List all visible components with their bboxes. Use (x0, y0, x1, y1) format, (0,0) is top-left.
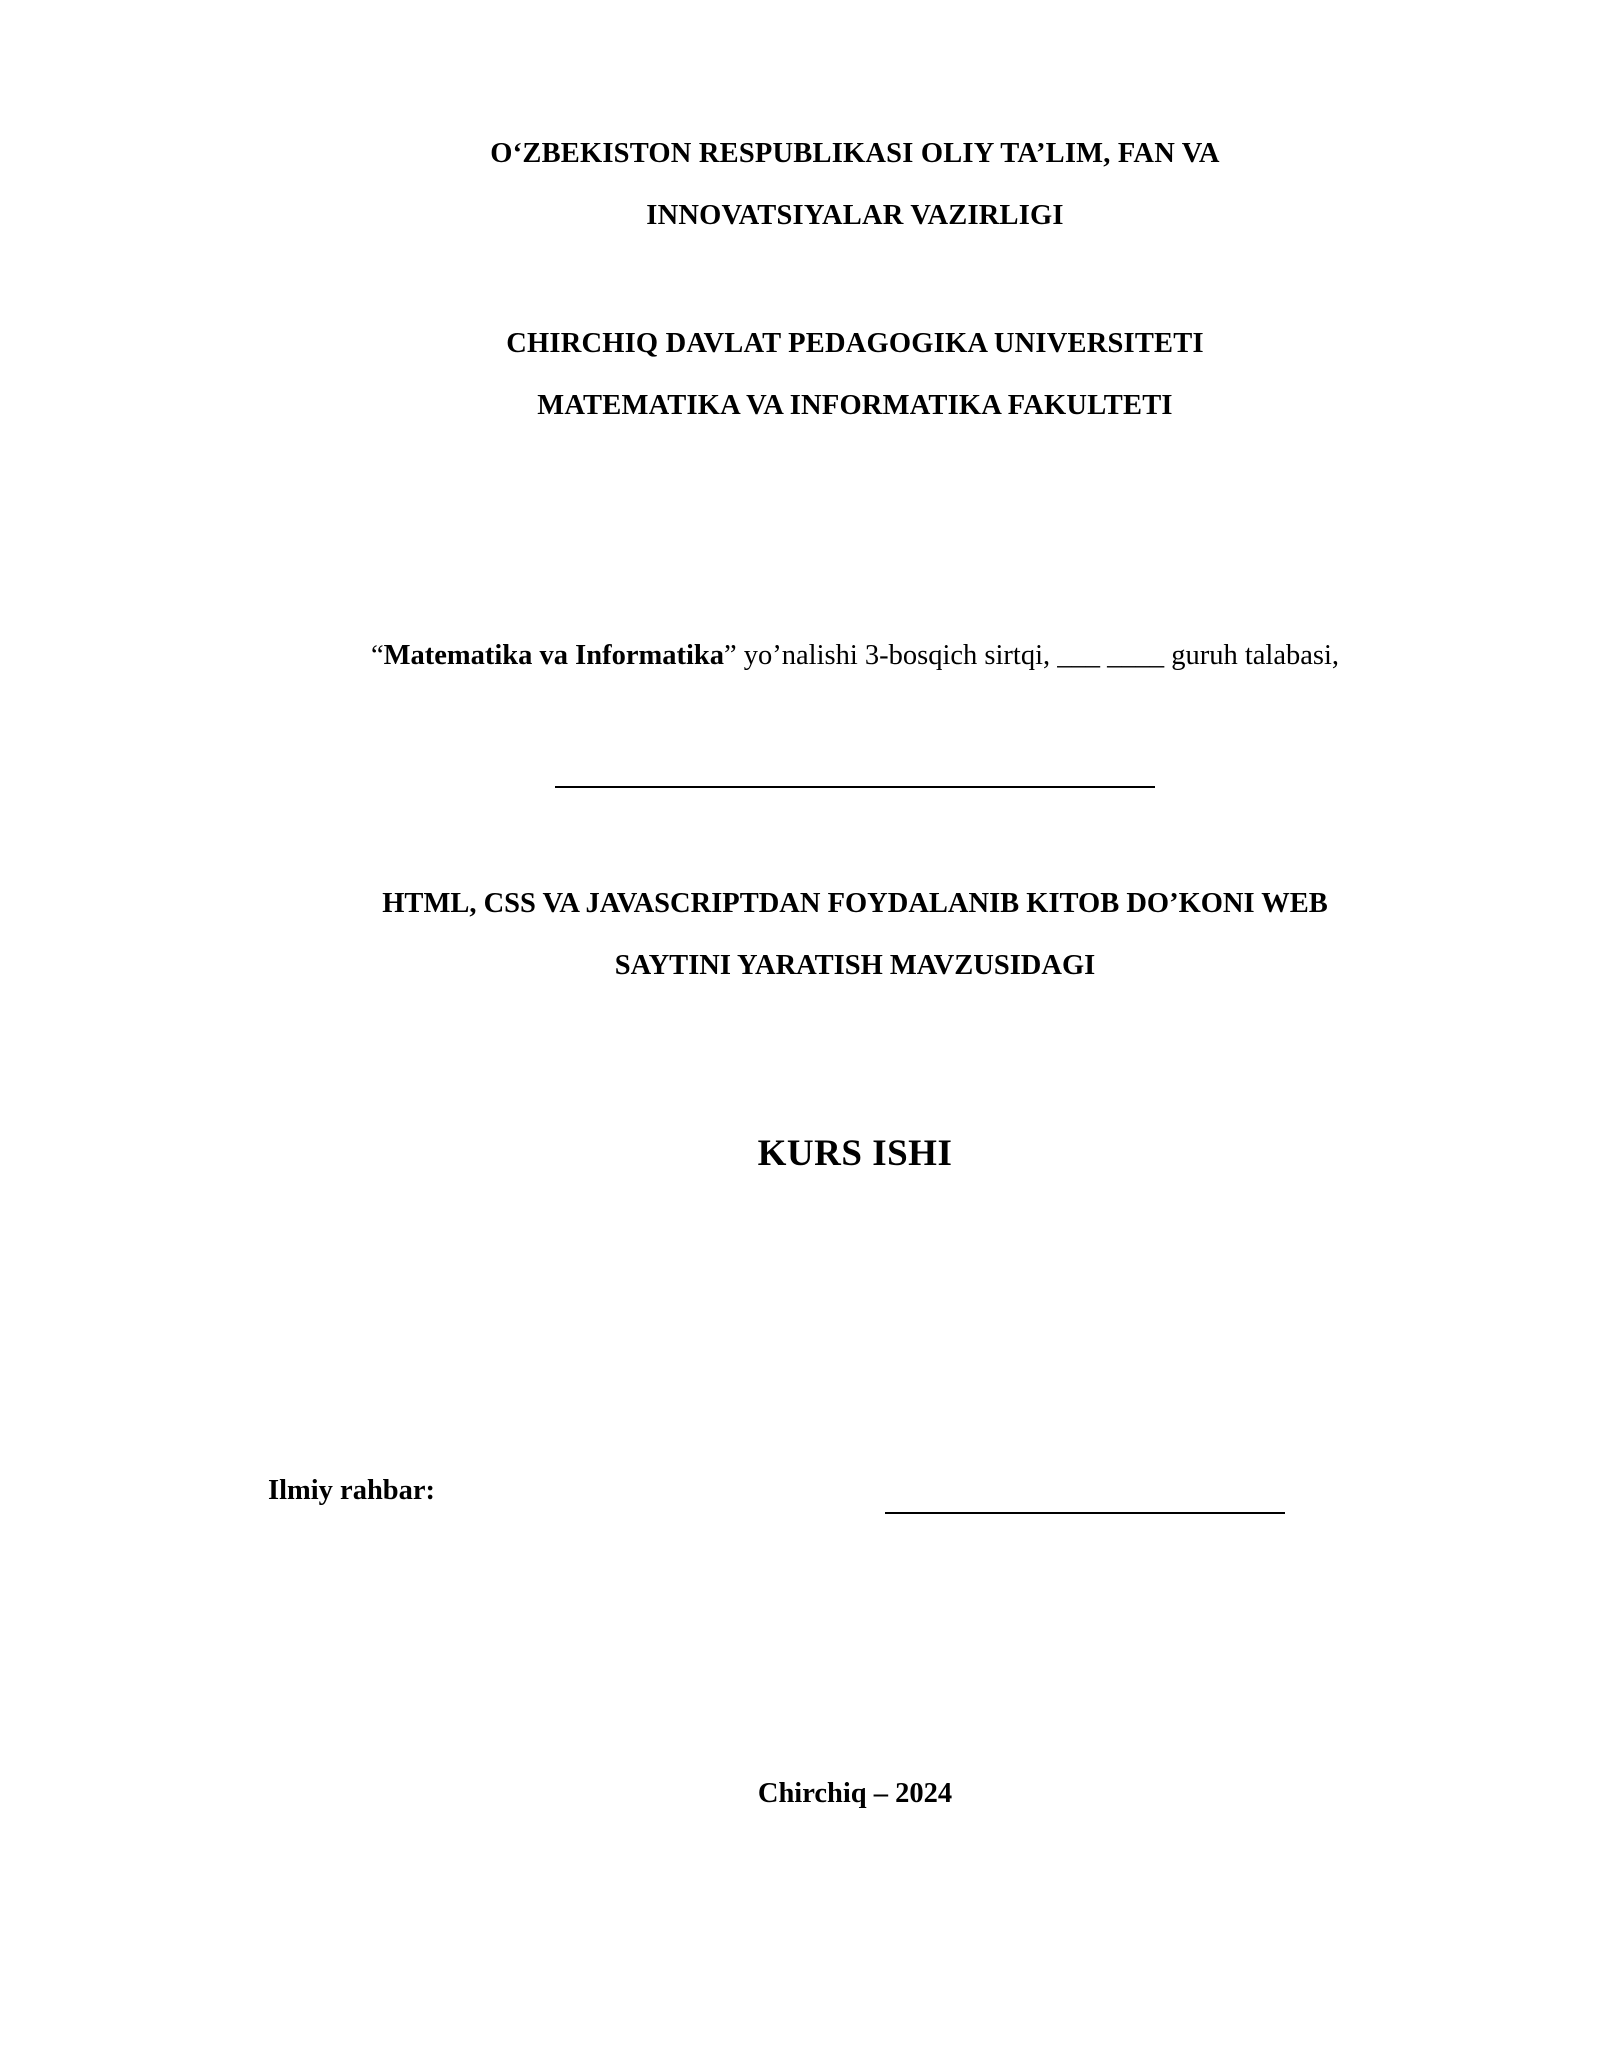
ministry-line-1: O‘ZBEKISTON RESPUBLIKASI OLIY TA’LIM, FAN VA (490, 138, 1220, 169)
program-name: Matematika va Informatika (383, 640, 724, 671)
ministry-header (210, 140, 1500, 263)
advisor-row (210, 1475, 1500, 1525)
student-description: yo’nalishi 3-bosqich sirtqi, ___ ____ guruh talabasi, (736, 640, 1340, 671)
document-footer (210, 1780, 1500, 1809)
program-quote-open: “ (370, 640, 384, 671)
faculty-name: MATEMATIKA VA INFORMATIKA FAKULTETI (537, 389, 1173, 421)
ministry-line-2: INNOVATSIYALAR VAZIRLIGI (646, 199, 1064, 231)
topic-line-1: HTML, CSS VA JAVASCRIPTDAN FOYDALANIB KITOB DO’KONI WEB (382, 888, 1328, 919)
place-year: Chirchiq – 2024 (757, 1778, 953, 1809)
student-name-rule (555, 785, 1155, 788)
topic-line-2: SAYTINI YARATISH MAVZUSIDAGI (614, 949, 1096, 981)
advisor-signature-rule (885, 1511, 1285, 1514)
university-name: CHIRCHIQ DAVLAT PEDAGOGIKA UNIVERSITETI (506, 328, 1204, 359)
document-content (210, 0, 1500, 2070)
student-name-signature-area (210, 775, 1500, 793)
advisor-label: Ilmiy rahbar: (268, 1475, 436, 1506)
topic-title (210, 890, 1500, 1013)
work-type-block (210, 1135, 1500, 1172)
student-info (210, 640, 1500, 672)
program-quote-close: ” (723, 640, 737, 671)
work-type-label: KURS ISHI (757, 1133, 953, 1174)
institution-header (210, 330, 1500, 453)
